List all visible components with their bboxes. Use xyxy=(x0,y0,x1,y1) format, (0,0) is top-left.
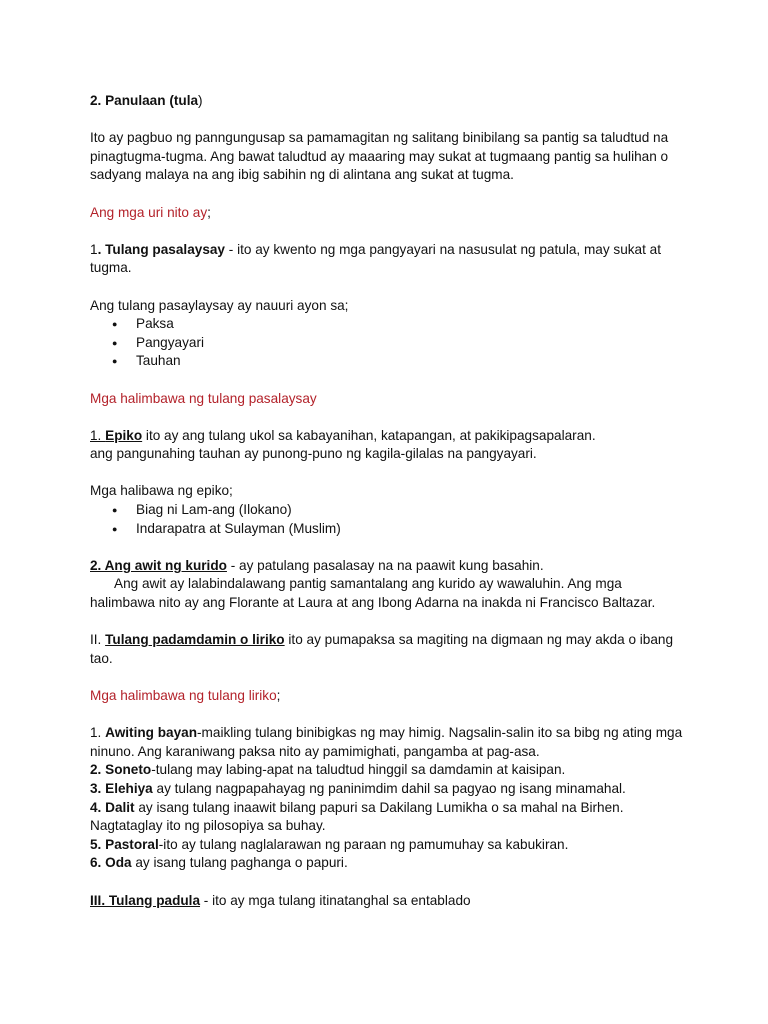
epiko-examples-intro: Mga halibawa ng epiko; xyxy=(90,483,233,499)
list-item: ● Indarapatra at Sulayman (Muslim) xyxy=(90,520,690,539)
liriko-heading xyxy=(90,687,690,706)
type-1-title: . Tulang pasalaysay xyxy=(97,241,225,257)
list-item: ● Tauhan xyxy=(90,352,690,371)
liriko-number: 6. xyxy=(90,855,106,871)
liriko-text: ay isang tulang paghanga o papuri. xyxy=(131,855,348,871)
list-item: ● Paksa xyxy=(90,315,690,334)
liriko-text: ay tulang nagpapahayag ng paninimdim dahil sa pagyao ng isang minamahal. xyxy=(152,780,626,796)
liriko-title: Awiting bayan xyxy=(105,725,198,741)
liriko-title: Dalit xyxy=(105,799,135,815)
type-1-paragraph xyxy=(90,241,690,278)
type-3-title: III. Tulang padula xyxy=(90,892,201,908)
epiko-number: 1. xyxy=(90,427,106,443)
type-3-text: - ito ay mga tulang itinatanghal sa entablado xyxy=(200,892,471,908)
type-2-title: Tulang padamdamin o liriko xyxy=(105,632,285,648)
epiko-paragraph xyxy=(90,427,690,446)
liriko-title: Elehiya xyxy=(105,780,153,796)
heading-number: 2. Panulaan ( xyxy=(90,93,174,108)
liriko-number: 2. xyxy=(90,762,106,778)
liriko-number: 4. xyxy=(90,799,106,815)
liriko-heading-punct: ; xyxy=(276,688,281,703)
types-heading xyxy=(90,204,690,223)
epiko-line-2: ang pangunahing tauhan ay punong-puno ng kagila-gilalas na pangyayari. xyxy=(90,446,537,462)
liriko-item-1 xyxy=(90,724,690,761)
liriko-item-3 xyxy=(90,780,690,799)
intro-paragraph: Ito ay pagbuo ng panngungusap sa pamamagitan ng salitang binibilang sa pantig sa taludtud na pinagtugma-tugma. Ang bawat taludtud ay maaaring may sukat at tugmaang pantig sa hulihan o sadyang malaya na ang ibig sabihin ng di alintana ang sukat at tugma. xyxy=(90,130,669,183)
types-heading-text: Ang mga uri nito ay xyxy=(90,204,208,220)
examples-heading: Mga halimbawa ng tulang pasalaysay xyxy=(90,390,317,406)
liriko-item-4 xyxy=(90,799,690,836)
liriko-text: -maikling tulang binibigkas ng may himig. Nagsalin-salin ito sa bibg ng ating mga ninuno. Ang karaniwang paksa nito ay pamimighati, pangamba at pag-asa. xyxy=(90,725,683,759)
type-2-text: ito ay pumapaksa sa magiting na digmaan ng may akda o ibang tao. xyxy=(90,632,674,666)
liriko-item-6 xyxy=(90,854,690,873)
liriko-heading-text: Mga halimbawa ng tulang liriko xyxy=(90,688,277,703)
liriko-number: 5. xyxy=(90,836,106,852)
type-1-number: 1 xyxy=(90,241,98,257)
epiko-title: Epiko xyxy=(105,427,143,443)
liriko-number: 3. xyxy=(90,780,106,796)
liriko-item-5 xyxy=(90,836,690,855)
type-2-paragraph xyxy=(90,631,690,668)
type-2-number: II. xyxy=(90,632,106,648)
liriko-text: -ito ay tulang naglalarawan ng paraan ng pamumuhay sa kabukiran. xyxy=(158,836,569,852)
liriko-title: Oda xyxy=(105,855,132,871)
awit-text: - ay patulang pasalasay na na paawit kung basahin. xyxy=(226,557,544,573)
liriko-number: 1. xyxy=(90,725,106,741)
epiko-examples-list xyxy=(90,501,690,538)
classify-list xyxy=(90,315,690,371)
liriko-title: Pastoral xyxy=(105,836,159,852)
list-item: ● Pangyayari xyxy=(90,334,690,353)
awit-detail: Ang awit ay lalabindalawang pantig samantalang ang kurido ay wawaluhin. Ang mga halimbawa nito ay ang Florante at Laura at ang Ibong Adarna na inakda ni Francisco Baltazar. xyxy=(90,576,656,611)
heading-close: ) xyxy=(198,93,203,108)
type-3-paragraph xyxy=(90,892,690,911)
awit-paragraph xyxy=(90,557,690,576)
liriko-title: Soneto xyxy=(105,762,152,778)
liriko-item-2 xyxy=(90,761,690,780)
section-heading xyxy=(90,92,690,111)
types-heading-punct: ; xyxy=(207,204,211,220)
liriko-text: ay isang tulang inaawit bilang papuri sa Dakilang Lumikha o sa mahal na Birhen. Nagtataglay ito ng pilosopiya sa buhay. xyxy=(90,799,624,834)
awit-title: 2. Ang awit ng kurido xyxy=(90,557,227,573)
epiko-line-1: ito ay ang tulang ukol sa kabayanihan, katapangan, at pakikipagsapalaran. xyxy=(142,427,596,443)
classify-intro: Ang tulang pasaylaysay ay nauuri ayon sa; xyxy=(90,297,349,313)
heading-bold: tula xyxy=(173,93,199,108)
list-item: ● Biag ni Lam-ang (Ilokano) xyxy=(90,501,690,520)
liriko-text: -tulang may labing-apat na taludtud hinggil sa damdamin at kaisipan. xyxy=(151,762,566,778)
document-body xyxy=(90,92,690,910)
type-1-text: - ito ay kwento ng mga pangyayari na nasusulat ng patula, may sukat at tugma. xyxy=(90,241,662,276)
